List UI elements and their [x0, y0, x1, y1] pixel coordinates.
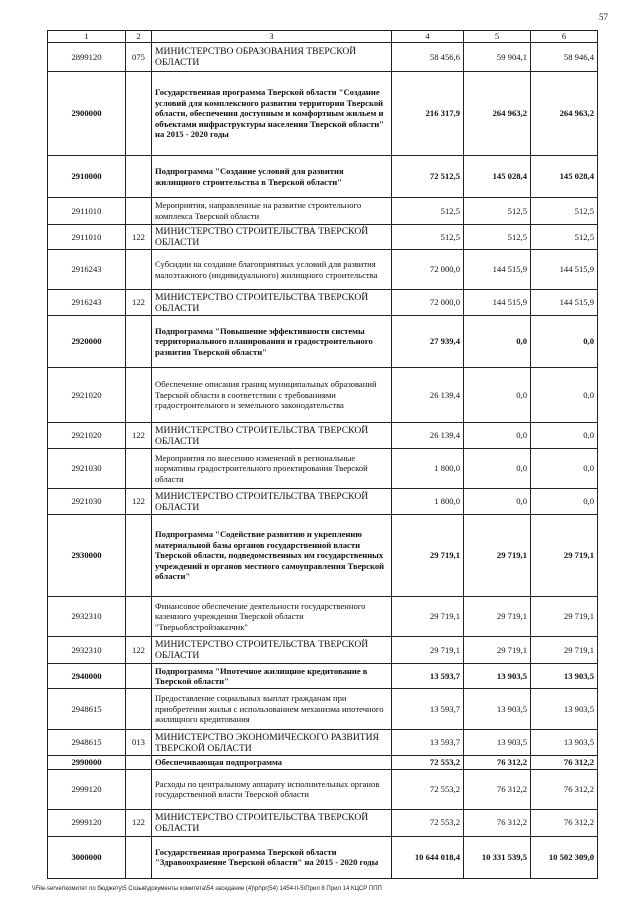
- row-value-col-5: 145 028,4: [464, 156, 531, 198]
- row-value-col-6: 145 028,4: [531, 156, 598, 198]
- row-name: МИНИСТЕРСТВО СТРОИТЕЛЬСТВА ТВЕРСКОЙ ОБЛАСТИ: [152, 225, 392, 250]
- row-value-col-6: 29 719,1: [531, 515, 598, 597]
- row-department-code: [126, 72, 152, 156]
- header-col-1: 1: [48, 31, 126, 43]
- row-name: МИНИСТЕРСТВО СТРОИТЕЛЬСТВА ТВЕРСКОЙ ОБЛАСТИ: [152, 423, 392, 449]
- row-department-code: [126, 756, 152, 770]
- row-name: МИНИСТЕРСТВО ОБРАЗОВАНИЯ ТВЕРСКОЙ ОБЛАСТИ: [152, 43, 392, 72]
- table-row: [48, 515, 598, 597]
- row-code: 2921030: [48, 489, 126, 515]
- row-value-col-5: 0,0: [464, 368, 531, 423]
- row-code: 2932310: [48, 637, 126, 664]
- table-row: [48, 809, 598, 836]
- row-department-code: [126, 368, 152, 423]
- row-value-col-5: 144 515,9: [464, 250, 531, 290]
- row-code: 2930000: [48, 515, 126, 597]
- file-path-footer: \\File-server\комитет по бюджету\5 Созыв\документы комитета\54 заседание (4)\pr\pr(54) 1454-II-5\Прил 8 Прил 14 КЦСР ППП: [32, 886, 382, 892]
- row-value-col-5: 264 963,2: [464, 72, 531, 156]
- row-value-col-4: 26 139,4: [392, 423, 464, 449]
- row-department-code: 122: [126, 225, 152, 250]
- row-name: Мероприятия по внесению изменений в региональные нормативы градостроительного проектирования Тверской области: [152, 449, 392, 489]
- row-name: Подпрограмма "Содействие развитию и укреплению материальной базы органов государственной власти Тверской области, подведомственных им государственных учреждений и органов местного самоуправления Тверской области": [152, 515, 392, 597]
- table-row: [48, 689, 598, 730]
- row-code: 2916243: [48, 250, 126, 290]
- row-value-col-6: 58 946,4: [531, 43, 598, 72]
- row-value-col-4: 1 800,0: [392, 449, 464, 489]
- row-value-col-5: 512,5: [464, 225, 531, 250]
- row-value-col-5: 0,0: [464, 489, 531, 515]
- row-value-col-5: 0,0: [464, 423, 531, 449]
- budget-table: [47, 30, 598, 879]
- table-row: [48, 836, 598, 878]
- row-value-col-6: 0,0: [531, 449, 598, 489]
- row-value-col-5: 29 719,1: [464, 637, 531, 664]
- row-name: МИНИСТЕРСТВО СТРОИТЕЛЬСТВА ТВЕРСКОЙ ОБЛАСТИ: [152, 290, 392, 316]
- row-value-col-4: 13 593,7: [392, 664, 464, 689]
- row-code: 2948615: [48, 730, 126, 756]
- table-row: [48, 769, 598, 809]
- row-value-col-6: 512,5: [531, 225, 598, 250]
- row-value-col-6: 0,0: [531, 368, 598, 423]
- row-name: Субсидии на создание благоприятных условий для развития малоэтажного (индивидуального) жилищного строительства: [152, 250, 392, 290]
- row-value-col-5: 144 515,9: [464, 290, 531, 316]
- row-department-code: 122: [126, 809, 152, 836]
- row-value-col-6: 0,0: [531, 316, 598, 368]
- row-name: МИНИСТЕРСТВО СТРОИТЕЛЬСТВА ТВЕРСКОЙ ОБЛАСТИ: [152, 637, 392, 664]
- row-value-col-4: 29 719,1: [392, 597, 464, 637]
- row-value-col-5: 76 312,2: [464, 769, 531, 809]
- row-code: 2911010: [48, 225, 126, 250]
- row-value-col-6: 512,5: [531, 198, 598, 225]
- row-code: 2940000: [48, 664, 126, 689]
- row-code: 2920000: [48, 316, 126, 368]
- header-col-3: 3: [152, 31, 392, 43]
- table-row: [48, 72, 598, 156]
- row-department-code: 075: [126, 43, 152, 72]
- row-value-col-6: 29 719,1: [531, 597, 598, 637]
- row-value-col-6: 13 903,5: [531, 689, 598, 730]
- row-value-col-5: 10 331 539,5: [464, 836, 531, 878]
- row-value-col-4: 72 553,2: [392, 769, 464, 809]
- header-col-5: 5: [464, 31, 531, 43]
- row-value-col-4: 26 139,4: [392, 368, 464, 423]
- row-value-col-4: 512,5: [392, 225, 464, 250]
- table-row: [48, 664, 598, 689]
- row-code: 2999120: [48, 769, 126, 809]
- row-name: Обеспечение описания границ муниципальных образований Тверской области в соответствии с требованиями градостроительного и земельного законодательства: [152, 368, 392, 423]
- row-value-col-5: 0,0: [464, 449, 531, 489]
- table-row: [48, 250, 598, 290]
- row-department-code: 013: [126, 730, 152, 756]
- row-name: Подпрограмма "Повышение эффективности системы территориального планирования и градостроительного развития Тверской области": [152, 316, 392, 368]
- row-code: 2910000: [48, 156, 126, 198]
- row-code: 2911010: [48, 198, 126, 225]
- row-value-col-6: 0,0: [531, 489, 598, 515]
- row-code: 2916243: [48, 290, 126, 316]
- row-value-col-6: 144 515,9: [531, 290, 598, 316]
- row-value-col-4: 27 939,4: [392, 316, 464, 368]
- row-name: Государственная программа Тверской области "Здравоохранение Тверской области" на 2015 - 2020 годы: [152, 836, 392, 878]
- row-value-col-5: 0,0: [464, 316, 531, 368]
- row-department-code: 122: [126, 423, 152, 449]
- header-row: [48, 31, 598, 43]
- row-code: 2932310: [48, 597, 126, 637]
- row-value-col-5: 13 903,5: [464, 689, 531, 730]
- row-department-code: 122: [126, 489, 152, 515]
- row-value-col-5: 76 312,2: [464, 756, 531, 770]
- table-row: [48, 730, 598, 756]
- row-department-code: 122: [126, 290, 152, 316]
- row-name: Мероприятия, направленные на развитие строительного комплекса Тверской области: [152, 198, 392, 225]
- row-value-col-6: 76 312,2: [531, 769, 598, 809]
- row-value-col-6: 264 963,2: [531, 72, 598, 156]
- row-department-code: [126, 836, 152, 878]
- row-value-col-4: 512,5: [392, 198, 464, 225]
- row-value-col-6: 76 312,2: [531, 809, 598, 836]
- row-value-col-4: 13 593,7: [392, 689, 464, 730]
- row-value-col-4: 29 719,1: [392, 515, 464, 597]
- row-code: 2899120: [48, 43, 126, 72]
- row-value-col-4: 72 553,2: [392, 809, 464, 836]
- row-code: 2900000: [48, 72, 126, 156]
- row-value-col-4: 10 644 018,4: [392, 836, 464, 878]
- row-name: Подпрограмма "Ипотечное жилищное кредитование в Тверской области": [152, 664, 392, 689]
- row-department-code: [126, 250, 152, 290]
- row-value-col-5: 76 312,2: [464, 809, 531, 836]
- table-row: [48, 316, 598, 368]
- row-value-col-5: 29 719,1: [464, 515, 531, 597]
- row-department-code: [126, 769, 152, 809]
- header-col-4: 4: [392, 31, 464, 43]
- table-row: [48, 756, 598, 770]
- row-name: Подпрограмма "Создание условий для развития жилищного строительства в Тверской области": [152, 156, 392, 198]
- row-name: Финансовое обеспечение деятельности государственного казенного учреждения Тверской области "Тверьоблстройзаказчик": [152, 597, 392, 637]
- row-name: Предоставление социальных выплат гражданам при приобретении жилья с использованием механизма ипотечного жилищного кредитования: [152, 689, 392, 730]
- row-value-col-4: 29 719,1: [392, 637, 464, 664]
- row-value-col-4: 216 317,9: [392, 72, 464, 156]
- table-row: [48, 449, 598, 489]
- row-value-col-5: 59 904,1: [464, 43, 531, 72]
- row-department-code: [126, 515, 152, 597]
- row-name: Обеспечивающая подпрограмма: [152, 756, 392, 770]
- row-name: Расходы по центральному аппарату исполнительных органов государственной власти Тверской области: [152, 769, 392, 809]
- page-number: 57: [599, 12, 608, 22]
- row-code: 2990000: [48, 756, 126, 770]
- row-value-col-5: 13 903,5: [464, 664, 531, 689]
- row-code: 2999120: [48, 809, 126, 836]
- row-value-col-6: 13 903,5: [531, 664, 598, 689]
- row-department-code: [126, 597, 152, 637]
- row-value-col-6: 10 502 309,0: [531, 836, 598, 878]
- row-value-col-4: 72 000,0: [392, 290, 464, 316]
- table-row: [48, 156, 598, 198]
- row-department-code: [126, 156, 152, 198]
- row-value-col-5: 13 903,5: [464, 730, 531, 756]
- row-value-col-4: 72 512,5: [392, 156, 464, 198]
- table-row: [48, 225, 598, 250]
- row-code: 2948615: [48, 689, 126, 730]
- row-value-col-4: 58 456,6: [392, 43, 464, 72]
- row-code: 2921020: [48, 368, 126, 423]
- row-department-code: [126, 198, 152, 225]
- row-name: МИНИСТЕРСТВО СТРОИТЕЛЬСТВА ТВЕРСКОЙ ОБЛАСТИ: [152, 809, 392, 836]
- row-code: 3000000: [48, 836, 126, 878]
- header-col-6: 6: [531, 31, 598, 43]
- table-row: [48, 423, 598, 449]
- row-value-col-6: 0,0: [531, 423, 598, 449]
- row-department-code: [126, 316, 152, 368]
- row-value-col-4: 1 800,0: [392, 489, 464, 515]
- row-value-col-5: 29 719,1: [464, 597, 531, 637]
- table-row: [48, 198, 598, 225]
- row-value-col-4: 72 000,0: [392, 250, 464, 290]
- row-department-code: 122: [126, 637, 152, 664]
- row-value-col-6: 76 312,2: [531, 756, 598, 770]
- row-name: МИНИСТЕРСТВО СТРОИТЕЛЬСТВА ТВЕРСКОЙ ОБЛАСТИ: [152, 489, 392, 515]
- row-value-col-6: 29 719,1: [531, 637, 598, 664]
- table-row: [48, 597, 598, 637]
- row-value-col-6: 13 903,5: [531, 730, 598, 756]
- row-department-code: [126, 689, 152, 730]
- row-department-code: [126, 449, 152, 489]
- table-row: [48, 290, 598, 316]
- table-row: [48, 368, 598, 423]
- row-name: Государственная программа Тверской области "Создание условий для комплексного развития территории Тверской области, обеспечения доступным и комфортным жильем и объектами инфраструктуры населения Тверской области" на 2015 - 2020 годы: [152, 72, 392, 156]
- table-row: [48, 637, 598, 664]
- row-value-col-4: 13 593,7: [392, 730, 464, 756]
- row-code: 2921030: [48, 449, 126, 489]
- row-name: МИНИСТЕРСТВО ЭКОНОМИЧЕСКОГО РАЗВИТИЯ ТВЕРСКОЙ ОБЛАСТИ: [152, 730, 392, 756]
- row-code: 2921020: [48, 423, 126, 449]
- row-value-col-5: 512,5: [464, 198, 531, 225]
- row-value-col-4: 72 553,2: [392, 756, 464, 770]
- row-department-code: [126, 664, 152, 689]
- table-row: [48, 43, 598, 72]
- row-value-col-6: 144 515,9: [531, 250, 598, 290]
- table-row: [48, 489, 598, 515]
- header-col-2: 2: [126, 31, 152, 43]
